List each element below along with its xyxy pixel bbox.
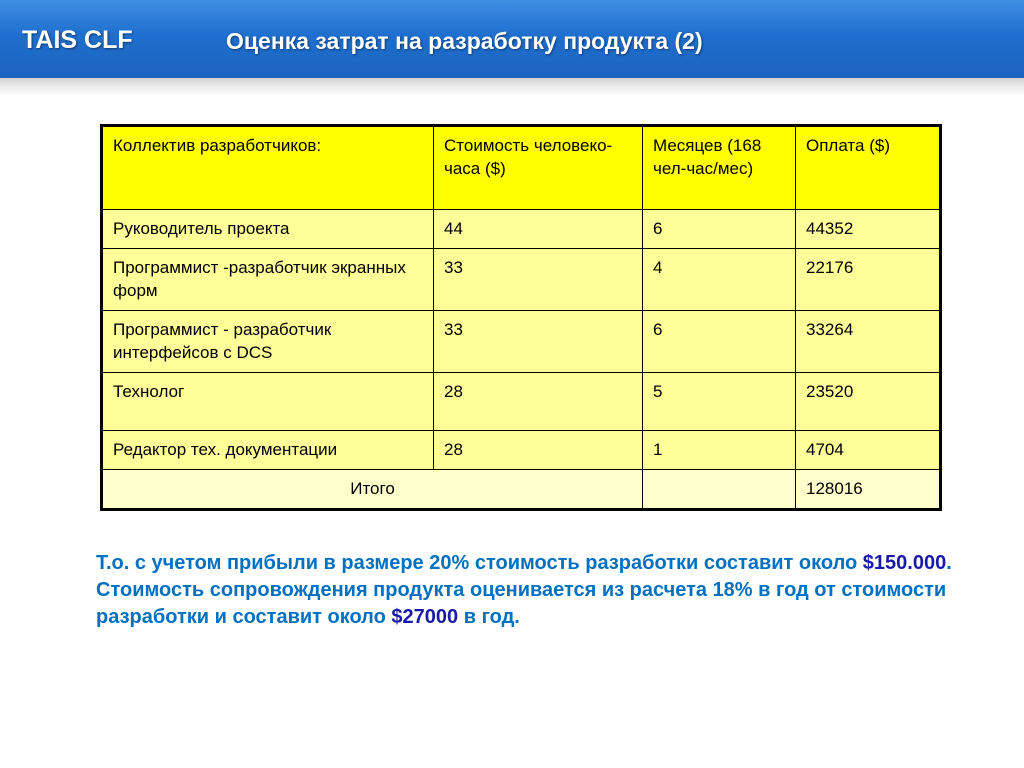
table-header-row [102, 126, 941, 210]
role-cell: Программист -разработчик экранных форм [102, 249, 434, 311]
months-cell: 5 [643, 373, 796, 431]
slide-title: Оценка затрат на разработку продукта (2) [226, 28, 703, 54]
payment-cell: 44352 [796, 210, 941, 249]
total-label: Итого [102, 470, 643, 510]
column-header-team: Коллектив разработчиков: [102, 126, 434, 210]
profit-text: Т.о. с учетом прибыли в размере 20% стоимость разработки составит около [96, 552, 863, 574]
payment-cell: 33264 [796, 311, 941, 373]
total-value: 128016 [796, 470, 941, 510]
payment-cell: 4704 [796, 431, 941, 470]
table-row [102, 373, 941, 431]
support-cost-amount: $27000 [391, 606, 459, 628]
column-header-hour-cost: Стоимость человеко-часа ($) [434, 126, 643, 210]
hour-cost-cell: 33 [434, 311, 643, 373]
table-total-row [102, 470, 941, 510]
development-cost-amount: $150.000 [862, 552, 947, 574]
table-row [102, 249, 941, 311]
hour-cost-cell: 44 [434, 210, 643, 249]
months-cell: 6 [643, 210, 796, 249]
role-cell: Программист - разработчик интерфейсов с DCS [102, 311, 434, 373]
payment-cell: 23520 [796, 373, 941, 431]
hour-cost-cell: 28 [434, 373, 643, 431]
role-cell: Редактор тех. документации [102, 431, 434, 470]
support-text-end: в год. [458, 606, 520, 628]
months-cell: 6 [643, 311, 796, 373]
table-row [102, 311, 941, 373]
cost-table [100, 124, 942, 511]
slide-header [0, 0, 1024, 78]
support-text: Стоимость сопровождения продукта оценивается из расчета 18% в год от стоимости разработки и составит около [96, 579, 947, 628]
hour-cost-cell: 28 [434, 431, 643, 470]
role-cell: Технолог [102, 373, 434, 431]
column-header-payment: Оплата ($) [796, 126, 941, 210]
brand-label: TAIS CLF [22, 26, 133, 54]
hour-cost-cell: 33 [434, 249, 643, 311]
profit-estimate-line [96, 550, 976, 577]
months-cell: 1 [643, 431, 796, 470]
total-empty-cell [643, 470, 796, 510]
summary-text [96, 550, 976, 631]
months-cell: 4 [643, 249, 796, 311]
column-header-months: Месяцев (168 чел-час/мес) [643, 126, 796, 210]
table-row [102, 210, 941, 249]
profit-text-end: . [946, 552, 952, 574]
payment-cell: 22176 [796, 249, 941, 311]
header-shadow [0, 78, 1024, 96]
role-cell: Руководитель проекта [102, 210, 434, 249]
support-cost-line [96, 577, 976, 631]
table-row [102, 431, 941, 470]
